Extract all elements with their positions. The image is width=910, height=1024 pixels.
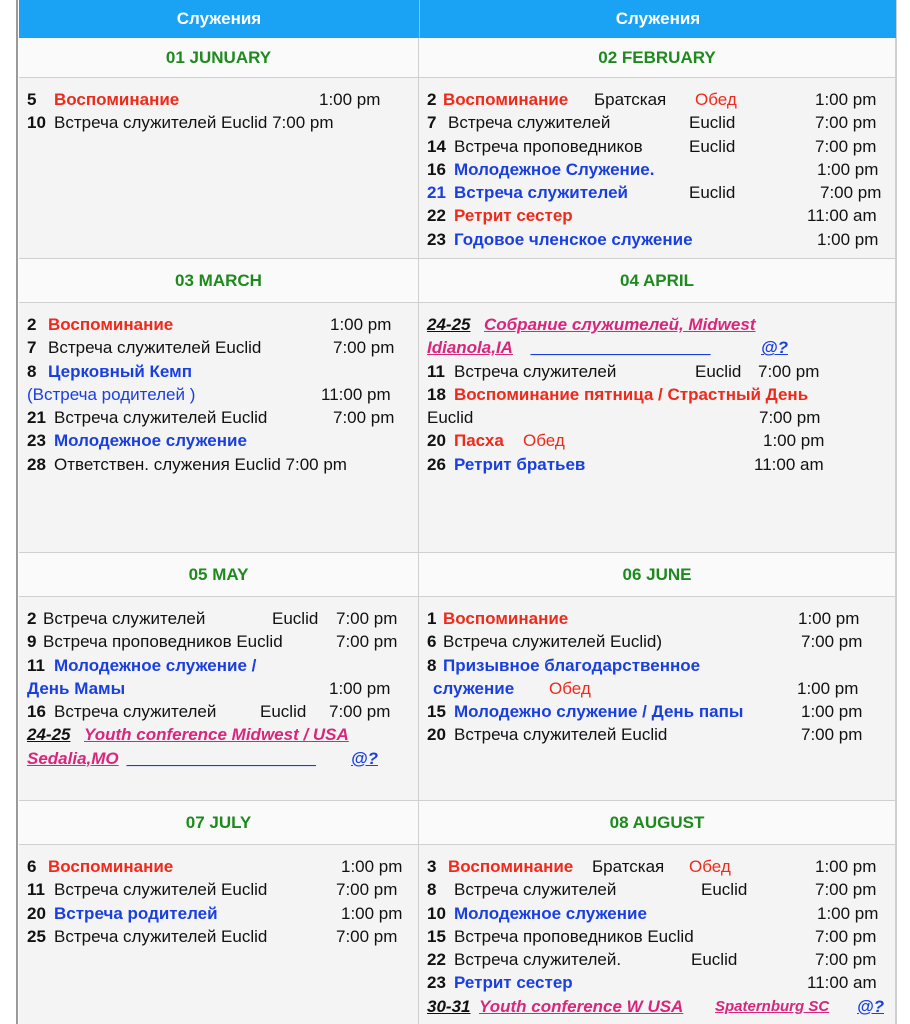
event-day: 15: [427, 702, 446, 722]
event-day: 3: [427, 857, 437, 876]
event-name: Встреча служителей: [454, 183, 628, 203]
event-place: Euclid: [689, 113, 736, 133]
event-name: Воспоминание: [443, 90, 569, 109]
event-time: 7:00 pm: [758, 361, 820, 381]
event-row: [427, 204, 895, 227]
event-day: 23: [427, 973, 446, 993]
event-row: [427, 429, 895, 452]
event-time: 11:00 am: [807, 973, 877, 993]
event-day: 30-31: [427, 996, 471, 1016]
event-place: Euclid: [260, 702, 307, 722]
event-day: 25: [27, 926, 46, 946]
event-row: [27, 88, 418, 111]
event-name: Встреча проповедников Euclid: [454, 926, 694, 946]
event-row: [427, 158, 895, 181]
event-time: 7:00 pm: [336, 926, 398, 946]
event-day: 26: [427, 454, 446, 474]
event-place: Euclid: [689, 136, 736, 156]
event-name: Встреча служителей: [454, 361, 617, 381]
event-row: [427, 88, 895, 111]
event-time: 7:00 pm: [336, 632, 398, 652]
event-row: [427, 313, 895, 336]
event-place: Euclid: [272, 609, 319, 628]
event-day: 20: [427, 431, 446, 451]
event-time: 7:00 pm: [333, 338, 395, 358]
event-day: 22: [427, 950, 446, 970]
event-row: [27, 313, 418, 336]
event-row: [27, 360, 418, 383]
event-time: 7:00 pm: [329, 702, 391, 722]
event-name: Встреча служителей Euclid): [443, 632, 663, 652]
event-day: 11: [427, 361, 445, 381]
event-name: Воспоминание пятница / Страстный День: [454, 384, 809, 404]
event-row: [427, 723, 895, 746]
cell-march[interactable]: [19, 303, 419, 553]
event-day: 20: [27, 903, 46, 923]
event-place: Euclid: [427, 408, 474, 428]
cell-august[interactable]: [419, 845, 896, 1024]
event-row: [427, 135, 895, 158]
event-time: 1:00 pm: [817, 903, 879, 923]
event-row: [27, 902, 418, 925]
event-name: Воспоминание: [443, 609, 569, 628]
event-extra: Братская: [594, 90, 667, 109]
event-place: Euclid: [701, 880, 748, 900]
event-time: 1:00 pm: [798, 609, 860, 628]
event-name: Воспоминание: [54, 90, 180, 109]
event-location: Idianola,IA: [427, 338, 513, 358]
event-time: 7:00 pm: [815, 880, 877, 900]
event-row: [427, 383, 895, 406]
event-name: Встреча родителей: [54, 903, 218, 923]
event-name: Встреча служителей Euclid: [54, 926, 268, 946]
event-day: 28: [27, 454, 46, 474]
event-time: 1:00 pm: [815, 857, 877, 876]
event-name: служение: [433, 678, 515, 698]
event-name: Церковный Кемп: [48, 361, 192, 381]
event-name: Ретрит сестер: [454, 973, 573, 993]
month-header-june[interactable]: 06 JUNE: [419, 553, 896, 597]
event-row: [27, 723, 418, 746]
event-name: Призывное благодарственное: [443, 655, 701, 675]
event-name: Молодежное служение: [54, 431, 247, 451]
event-blank: ____________________: [127, 748, 317, 768]
event-time: 1:00 pm: [329, 678, 391, 698]
event-row: [427, 228, 895, 251]
event-time: 1:00 pm: [817, 229, 879, 249]
event-name: Молодежно служение / День папы: [454, 702, 744, 722]
event-day: 7: [27, 338, 37, 358]
event-row: [427, 630, 895, 653]
event-note: Обед: [689, 857, 731, 876]
event-name: Встреча служителей Euclid: [54, 408, 268, 428]
event-row: [27, 111, 418, 134]
cell-january[interactable]: [19, 78, 419, 259]
event-day: 22: [427, 206, 446, 226]
column-header-right[interactable]: Служения: [419, 0, 896, 38]
event-name: Ответствен. служения Euclid 7:00 pm: [54, 454, 347, 474]
event-time: 11:00 am: [807, 206, 877, 226]
event-row: [27, 677, 418, 700]
month-header-july[interactable]: 07 JULY: [19, 801, 419, 845]
event-name: Встреча служителей.: [454, 950, 622, 970]
event-day: 2: [27, 315, 37, 334]
event-day: 21: [427, 183, 446, 203]
event-day: 8: [27, 361, 37, 381]
event-row: [27, 654, 418, 677]
event-time: 7:00 pm: [815, 950, 877, 970]
event-day: 5: [27, 90, 37, 109]
event-row: [427, 878, 895, 901]
event-name: Воспоминание: [48, 315, 174, 334]
event-row: [427, 654, 895, 677]
event-name: Youth conference W USA: [479, 996, 684, 1016]
event-row: [427, 336, 895, 359]
event-day: 24-25: [427, 315, 471, 334]
event-row: [427, 700, 895, 723]
event-day: 10: [427, 903, 446, 923]
event-time: 1:00 pm: [797, 678, 859, 698]
month-header-january[interactable]: 01 JUNUARY: [19, 38, 419, 78]
event-row: [427, 406, 895, 429]
event-day: 18: [427, 384, 446, 404]
event-row: [27, 383, 418, 406]
event-time: 1:00 pm: [341, 903, 403, 923]
event-name: Встреча проповедников: [454, 136, 643, 156]
event-blank: ___________________: [531, 338, 711, 358]
event-row: [27, 406, 418, 429]
event-name: Воспоминание: [48, 857, 174, 876]
event-name: Пасха: [454, 431, 504, 451]
event-name: Встреча служителей Euclid 7:00 pm: [54, 113, 334, 133]
event-row: [27, 453, 418, 476]
event-name: Ретрит братьев: [454, 454, 586, 474]
event-day: 2: [427, 90, 437, 109]
event-row: [27, 855, 418, 878]
event-day: 21: [27, 408, 46, 428]
month-header-april[interactable]: 04 APRIL: [419, 259, 896, 303]
event-name: (Встреча родителей ): [27, 384, 196, 404]
month-header-may[interactable]: 05 MAY: [19, 553, 419, 597]
cell-june[interactable]: [419, 597, 896, 801]
event-day: 8: [427, 655, 437, 675]
event-time: 1:00 pm: [801, 702, 863, 722]
event-day: 24-25: [27, 725, 71, 745]
event-name: Youth conference Midwest / USA: [84, 725, 349, 745]
event-day: 7: [427, 113, 437, 133]
event-time: 11:00 am: [754, 454, 824, 474]
event-time: 7:00 pm: [336, 880, 398, 900]
event-time: 1:00 pm: [341, 857, 403, 876]
event-row: [427, 902, 895, 925]
event-day: 23: [427, 229, 446, 249]
event-day: 16: [427, 159, 446, 179]
event-location: Sedalia,MO: [27, 748, 119, 768]
event-time: 1:00 pm: [763, 431, 825, 451]
event-row: [427, 607, 895, 630]
event-time: 7:00 pm: [801, 632, 863, 652]
event-day: 11: [27, 655, 45, 675]
event-time: 1:00 pm: [815, 90, 877, 109]
cell-may[interactable]: [19, 597, 419, 801]
event-day: 23: [27, 431, 46, 451]
event-day: 15: [427, 926, 446, 946]
event-row: [427, 995, 895, 1018]
event-name: Молодежное служение /: [54, 655, 257, 675]
event-row: [27, 747, 418, 770]
event-time: 11:00 pm: [321, 384, 391, 404]
event-row: [427, 453, 895, 476]
event-day: 9: [27, 632, 37, 652]
event-extra: Братская: [592, 857, 665, 876]
event-day: 8: [427, 880, 437, 900]
event-name: Воспоминание: [448, 857, 574, 876]
event-name: Встреча служителей: [54, 702, 217, 722]
event-row: [427, 181, 895, 204]
cell-february[interactable]: [419, 78, 896, 259]
event-name: Молодежное служение: [454, 903, 647, 923]
event-row: [27, 700, 418, 723]
event-time: 7:00 pm: [815, 136, 877, 156]
event-at: @?: [857, 996, 884, 1016]
event-name: Встреча служителей: [43, 609, 206, 628]
cell-april[interactable]: [419, 303, 896, 553]
event-place: Euclid: [691, 950, 738, 970]
event-time: 1:00 pm: [330, 315, 392, 334]
event-row: [427, 855, 895, 878]
event-day: 20: [427, 725, 446, 745]
cell-july[interactable]: [19, 845, 419, 1024]
event-name: Встреча служителей: [454, 880, 617, 900]
event-note: Обед: [549, 678, 591, 698]
event-day: 6: [427, 632, 437, 652]
event-name: Встреча служителей Euclid: [48, 338, 262, 358]
month-header-august[interactable]: 08 AUGUST: [419, 801, 896, 845]
event-time: 1:00 pm: [319, 90, 381, 109]
event-name: Ретрит сестер: [454, 206, 573, 226]
event-note: Обед: [695, 90, 737, 109]
month-header-march[interactable]: 03 MARCH: [19, 259, 419, 303]
event-row: [427, 925, 895, 948]
event-time: 7:00 pm: [820, 183, 882, 203]
event-time: 7:00 pm: [815, 113, 877, 133]
event-row: [427, 111, 895, 134]
event-row: [27, 630, 418, 653]
event-row: [27, 336, 418, 359]
event-row: [27, 607, 418, 630]
event-row: [427, 677, 895, 700]
event-note: Обед: [523, 431, 565, 451]
event-day: 11: [27, 880, 45, 900]
event-time: 7:00 pm: [759, 408, 821, 428]
event-name: Встреча служителей: [448, 113, 611, 133]
event-day: 6: [27, 857, 37, 876]
event-row: [427, 360, 895, 383]
event-place: Euclid: [695, 361, 742, 381]
event-day: 2: [27, 609, 37, 628]
event-time: 7:00 pm: [801, 725, 863, 745]
event-name: День Мамы: [27, 678, 126, 698]
event-place: Euclid: [689, 183, 736, 203]
event-row: [427, 948, 895, 971]
column-header-left[interactable]: Служения: [19, 0, 419, 38]
event-name: Встреча служителей Euclid: [54, 880, 268, 900]
next-column-edge: [896, 0, 910, 1024]
event-day: 14: [427, 136, 446, 156]
event-day: 10: [27, 113, 46, 133]
event-name: Встреча служителей Euclid: [454, 725, 668, 745]
event-row: [27, 878, 418, 901]
event-at: @?: [761, 338, 788, 358]
event-name: Молодежное Служение.: [454, 159, 655, 179]
event-time: 7:00 pm: [815, 926, 877, 946]
event-row: [27, 429, 418, 452]
event-location: Spaternburg SC: [715, 997, 830, 1015]
event-at: @?: [351, 748, 378, 768]
event-name: Годовое членское служение: [454, 229, 693, 249]
event-day: 16: [27, 702, 46, 722]
event-time: 7:00 pm: [333, 408, 395, 428]
event-day: 1: [427, 609, 437, 628]
row-gutter: [0, 0, 18, 1024]
event-time: 7:00 pm: [336, 609, 398, 628]
event-name: Собрание служителей, Midwest: [484, 315, 756, 334]
month-header-february[interactable]: 02 FEBRUARY: [419, 38, 896, 78]
event-row: [427, 971, 895, 994]
event-name: Встреча проповедников Euclid: [43, 632, 283, 652]
event-time: 1:00 pm: [817, 159, 879, 179]
event-row: [27, 925, 418, 948]
